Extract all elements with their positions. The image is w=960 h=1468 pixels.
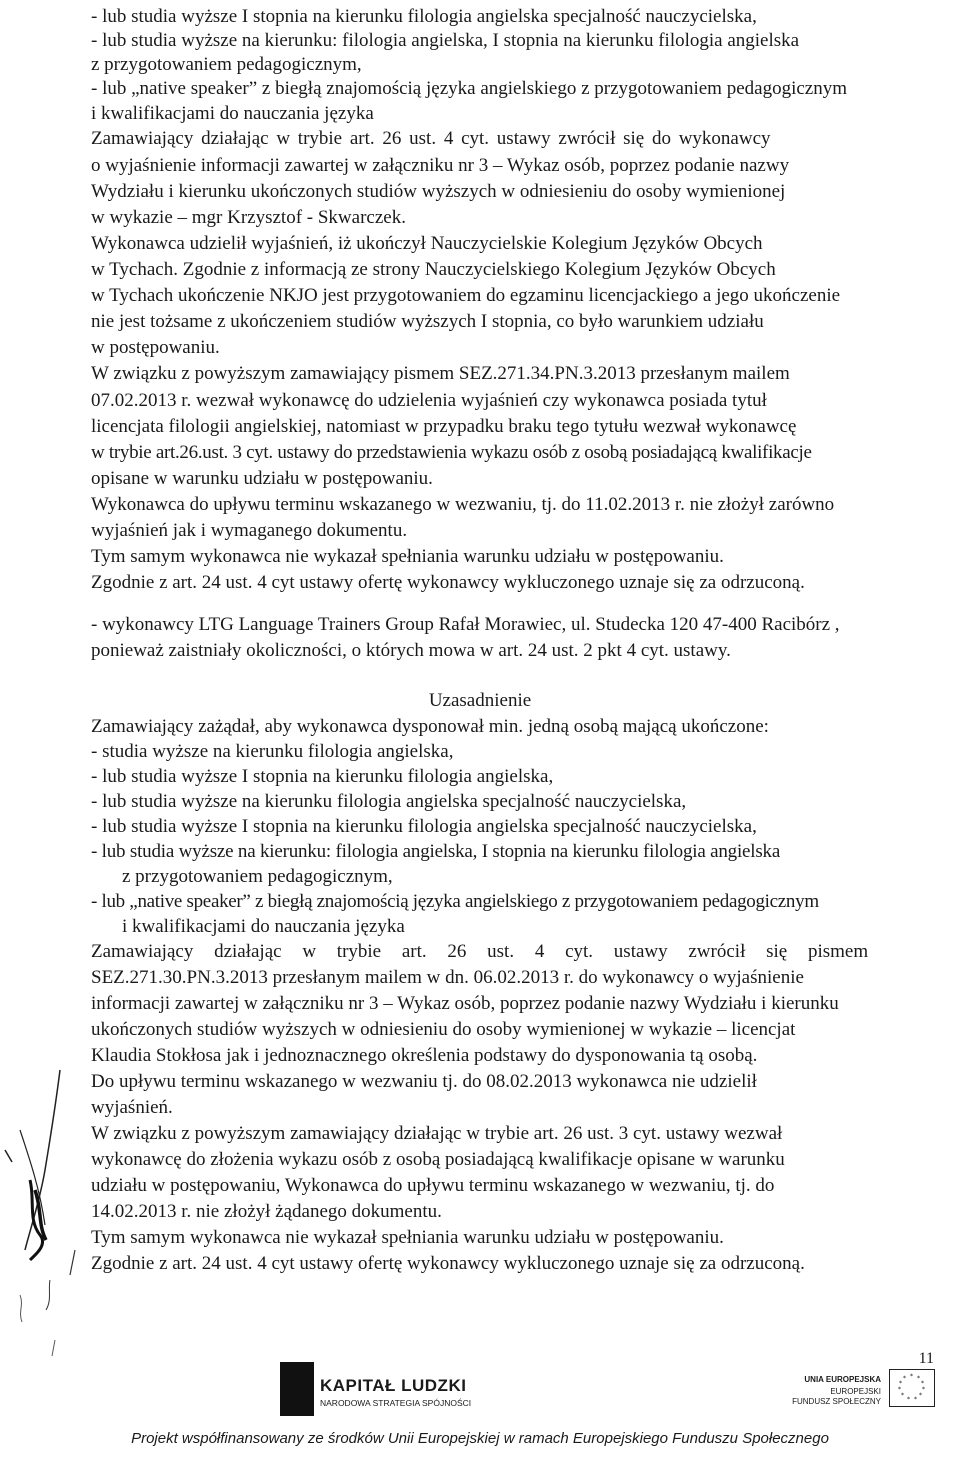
- text-line: i kwalifikacjami do nauczania języka: [122, 916, 405, 937]
- list-item: - lub „native speaker” z biegłą znajomością języka angielskiego z przygotowaniem pedagogicznym: [91, 891, 819, 912]
- eu-logo-line1: UNIA EUROPEJSKA: [804, 1375, 881, 1384]
- text-line: - lub studia wyższe na kierunku: filologia angielska, I stopnia na kierunku filologia angielska: [91, 30, 800, 51]
- text-line: o wyjaśnienie informacji zawartej w załączniku nr 3 – Wykaz osób, poprzez podanie nazwy: [91, 155, 790, 176]
- eu-logo-line3: FUNDUSZ SPOŁECZNY: [792, 1397, 881, 1406]
- logo-title: KAPITAŁ LUDZKI: [320, 1376, 467, 1395]
- footer-text: Projekt współfinansowany ze środków Unii Europejskiej w ramach Europejskiego Funduszu Społecznego: [131, 1430, 829, 1447]
- list-item: - lub studia wyższe I stopnia na kierunku filologia angielska specjalność nauczycielska,: [91, 816, 757, 837]
- svg-text:*: *: [917, 1375, 920, 1382]
- text-line: Klaudia Stokłosa jak i jednoznacznego określenia podstawy do dysponowania tą osobą.: [91, 1045, 758, 1066]
- text-line: Wykonawca do upływu terminu wskazanego w wezwaniu, tj. do 11.02.2013 r. nie złożył zarówno: [91, 494, 835, 515]
- text-line: - wykonawcy LTG Language Trainers Group Rafał Morawiec, ul. Studecka 120 47-400 Racibórz ,: [91, 614, 840, 635]
- text-line: Zgodnie z art. 24 ust. 4 cyt ustawy ofertę wykonawcy wykluczonego uznaje się za odrzuconą.: [91, 572, 805, 593]
- text-line: Zgodnie z art. 24 ust. 4 cyt ustawy ofertę wykonawcy wykluczonego uznaje się za odrzuconą.: [91, 1253, 805, 1274]
- text-line: ponieważ zaistniały okoliczności, o których mowa w art. 24 ust. 2 pkt 4 cyt. ustawy.: [91, 640, 731, 661]
- svg-text:*: *: [901, 1392, 904, 1399]
- signature-icon: [0, 1050, 90, 1360]
- svg-text:*: *: [914, 1396, 917, 1403]
- svg-text:*: *: [899, 1380, 902, 1387]
- kapital-ludzki-mark-icon: [280, 1362, 314, 1416]
- page-number: 11: [918, 1350, 934, 1367]
- text-line: opisane w warunku udziału w postępowaniu.: [91, 468, 433, 489]
- text-line: w Tychach. Zgodnie z informacją ze strony Nauczycielskiego Kolegium Języków Obcych: [91, 259, 776, 280]
- text-line: ukończonych studiów wyższych w odniesieniu do osoby wymienionej w wykazie – licencjat: [91, 1019, 796, 1040]
- svg-text:*: *: [921, 1380, 924, 1387]
- logo-subtitle: NARODOWA STRATEGIA SPÓJNOŚCI: [320, 1398, 472, 1408]
- svg-text:*: *: [922, 1386, 925, 1393]
- text-line: w trybie art.26.ust. 3 cyt. ustawy do przedstawienia wykazu osób z osobą posiadającą kwalifikacje: [91, 442, 812, 463]
- text-line: w postępowaniu.: [91, 337, 220, 358]
- text-line: Wykonawca udzielił wyjaśnień, iż ukończył Nauczycielskie Kolegium Języków Obcych: [91, 233, 763, 254]
- text-line: z przygotowaniem pedagogicznym,: [122, 866, 393, 887]
- svg-text:*: *: [898, 1386, 901, 1393]
- text-line: wyjaśnień.: [91, 1097, 173, 1118]
- text-line: Tym samym wykonawca nie wykazał spełniania warunku udziału w postępowaniu.: [91, 1227, 724, 1248]
- text-line: udziału w postępowaniu, Wykonawca do upływu terminu wskazanego w wezwaniu, tj. do: [91, 1175, 775, 1196]
- text-line: Zamawiający zażądał, aby wykonawca dysponował min. jedną osobą mającą ukończone:: [91, 716, 769, 737]
- list-item: - lub studia wyższe I stopnia na kierunku filologia angielska,: [91, 766, 554, 787]
- kapital-ludzki-logo: [280, 1362, 505, 1420]
- svg-text:*: *: [919, 1392, 922, 1399]
- list-item: - lub studia wyższe na kierunku: filologia angielska, I stopnia na kierunku filologia angielska: [91, 841, 781, 862]
- text-line: informacji zawartej w załączniku nr 3 – Wykaz osób, poprzez podanie nazwy Wydziału i kierunku: [91, 993, 839, 1014]
- text-line: W związku z powyższym zamawiający pismem SEZ.271.34.PN.3.2013 przesłanym mailem: [91, 363, 790, 384]
- svg-text:*: *: [907, 1396, 910, 1403]
- svg-text:*: *: [903, 1375, 906, 1382]
- text-line: i kwalifikacjami do nauczania języka: [91, 103, 374, 124]
- list-item: - studia wyższe na kierunku filologia angielska,: [91, 741, 454, 762]
- text-line: Wydziału i kierunku ukończonych studiów wyższych w odniesieniu do osoby wymienionej: [91, 181, 786, 202]
- text-line: w wykazie – mgr Krzysztof - Skwarczek.: [91, 207, 406, 228]
- text-line: 14.02.2013 r. nie złożył żądanego dokumentu.: [91, 1201, 442, 1222]
- text-line: Do upływu terminu wskazanego w wezwaniu tj. do 08.02.2013 wykonawca nie udzielił: [91, 1071, 757, 1092]
- text-line: - lub „native speaker” z biegłą znajomością języka angielskiego z przygotowaniem pedagogicznym: [91, 78, 848, 99]
- text-line: wyjaśnień jak i wymaganego dokumentu.: [91, 520, 408, 541]
- text-line: licencjata filologii angielskiej, natomiast w przypadku braku tego tytułu wezwał wykonawcę: [91, 416, 797, 437]
- text-line: nie jest tożsame z ukończeniem studiów wyższych I stopnia, co było warunkiem udziału: [91, 311, 764, 332]
- text-line: wykonawcę do złożenia wykazu osób z osobą posiadającą kwalifikacje opisane w warunku: [91, 1149, 785, 1170]
- list-item: - lub studia wyższe na kierunku filologia angielska specjalność nauczycielska,: [91, 791, 687, 812]
- text-line: Zamawiający działając w trybie art. 26 ust. 4 cyt. ustawy zwrócił się do wykonawcy: [91, 128, 771, 149]
- text-line: z przygotowaniem pedagogicznym,: [91, 54, 362, 75]
- eu-logo: [760, 1365, 935, 1415]
- text-line: - lub studia wyższe I stopnia na kierunku filologia angielska specjalność nauczycielska,: [91, 6, 757, 27]
- text-line: 07.02.2013 r. wezwał wykonawcę do udzielenia wyjaśnień czy wykonawca posiada tytuł: [91, 390, 767, 411]
- section-heading: Uzasadnienie: [428, 690, 532, 711]
- text-line: W związku z powyższym zamawiający działając w trybie art. 26 ust. 3 cyt. ustawy wezwał: [91, 1123, 783, 1144]
- text-line: SEZ.271.30.PN.3.2013 przesłanym mailem w dn. 06.02.2013 r. do wykonawcy o wyjaśnienie: [91, 967, 804, 988]
- text-line: Zamawiający działając w trybie art. 26 ust. 4 cyt. ustawy zwrócił się pismem: [91, 941, 869, 962]
- svg-text:*: *: [910, 1373, 913, 1380]
- text-line: w Tychach ukończenie NKJO jest przygotowaniem do egzaminu licencjackiego a jego ukończenie: [91, 285, 841, 306]
- eu-logo-line2: EUROPEJSKI: [830, 1387, 881, 1396]
- text-line: Tym samym wykonawca nie wykazał spełniania warunku udziału w postępowaniu.: [91, 546, 724, 567]
- eu-flag-icon: [889, 1369, 935, 1407]
